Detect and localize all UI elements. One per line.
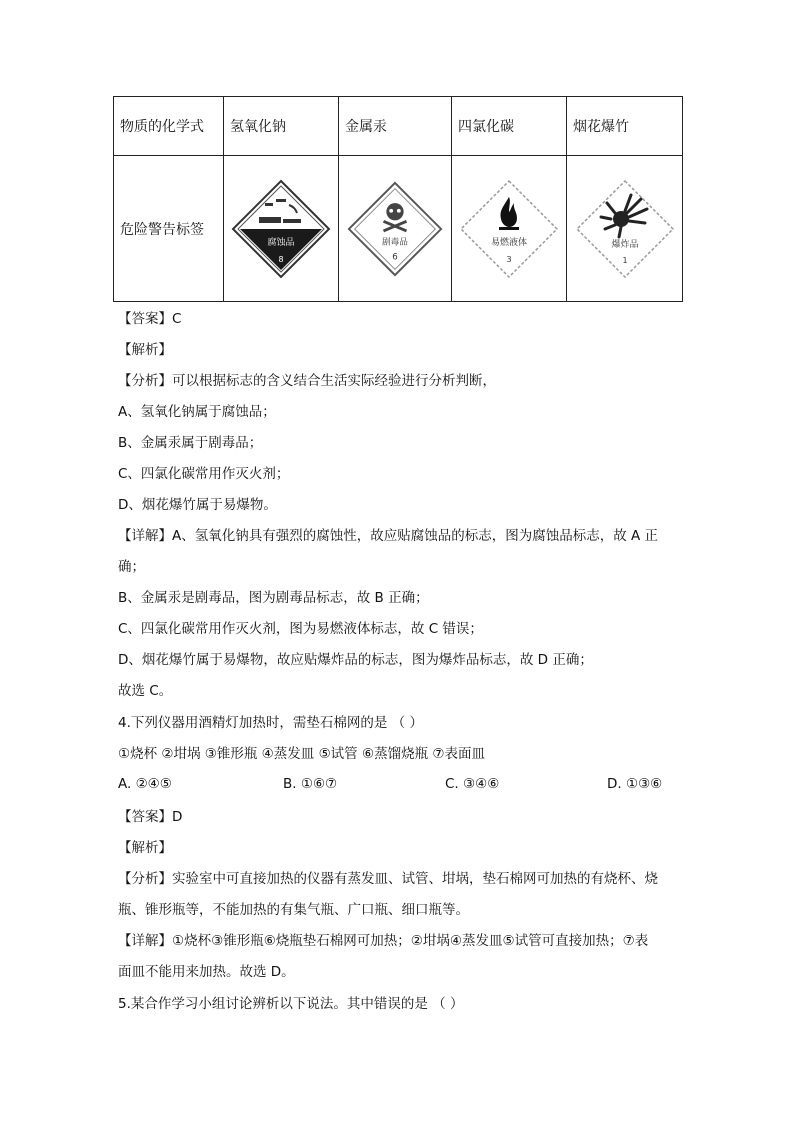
text-line: 确； <box>118 559 145 575</box>
option-d: D. ①③⑥ <box>607 776 663 792</box>
text-line: 【详解】①烧杯③锥形瓶⑥烧瓶垫石棉网可加热；②坩埚④蒸发皿⑤试管可直接加热；⑦表 <box>118 933 649 949</box>
sign-cell <box>224 156 339 302</box>
question-5: 5.某合作学习小组讨论辨析以下说法。其中错误的是 （ ） <box>118 996 464 1012</box>
substance-cell: 四氯化碳 <box>452 97 567 156</box>
text-line: 面皿不能用来加热。故选 D。 <box>118 964 295 980</box>
flammable-liquid-sign-icon <box>459 179 559 279</box>
text-line: D、烟花爆竹属于易爆物。 <box>118 497 277 513</box>
option-c: C. ③④⑥ <box>445 776 500 792</box>
sign-text: 爆炸品 <box>610 239 639 250</box>
text-line: 【详解】A、氢氧化钠具有强烈的腐蚀性，故应贴腐蚀品的标志，图为腐蚀品标志，故 A 正 <box>118 528 659 544</box>
sign-number: 8 <box>278 254 284 264</box>
analysis-heading: 【解析】 <box>118 342 172 358</box>
table-sign-row <box>114 156 683 302</box>
header-label-cell: 物质的化学式 <box>114 97 224 156</box>
toxic-sign-icon <box>347 181 443 277</box>
sign-cell <box>339 156 452 302</box>
sign-text: 腐蚀品 <box>267 237 295 248</box>
text-line: A、氢氧化钠属于腐蚀品； <box>118 404 276 420</box>
text-line: B、金属汞属于剧毒品； <box>118 435 263 451</box>
text-line: 瓶、锥形瓶等，不能加热的有集气瓶、广口瓶、细口瓶等。 <box>118 902 469 918</box>
sign-number: 1 <box>621 255 628 265</box>
hazard-table <box>113 96 683 302</box>
text-line: C、四氯化碳常用作灭火剂； <box>118 466 290 482</box>
row-label-cell: 危险警告标签 <box>114 156 224 302</box>
answer-line: 【答案】C <box>118 311 182 327</box>
text-line: 【分析】可以根据标志的含义结合生活实际经验进行分析判断， <box>118 373 496 389</box>
corrosive-sign-icon <box>231 179 331 279</box>
instrument-list: ①烧杯 ②坩埚 ③锥形瓶 ④蒸发皿 ⑤试管 ⑥蒸馏烧瓶 ⑦表面皿 <box>118 746 485 762</box>
text-line: C、四氯化碳常用作灭火剂，图为易燃液体标志，故 C 错误； <box>118 621 483 637</box>
sign-text: 易燃液体 <box>490 237 528 248</box>
text-line: 故选 C。 <box>118 683 173 699</box>
substance-cell: 金属汞 <box>339 97 452 156</box>
explosive-sign-icon <box>575 179 675 279</box>
text-line: D、烟花爆竹属于易爆物，故应贴爆炸品的标志，图为爆炸品标志，故 D 正确； <box>118 652 593 668</box>
sign-number: 3 <box>506 254 512 264</box>
sign-cell <box>452 156 567 302</box>
sign-number: 6 <box>392 252 398 263</box>
sign-text: 剧毒品 <box>382 236 408 247</box>
table-header-row <box>114 97 683 156</box>
text-line: B、金属汞是剧毒品，图为剧毒品标志，故 B 正确； <box>118 590 429 606</box>
option-a: A. ②④⑤ <box>118 776 172 792</box>
substance-cell: 氢氧化钠 <box>224 97 339 156</box>
text-line: 【分析】实验室中可直接加热的仪器有蒸发皿、试管、坩埚，垫石棉网可加热的有烧杯、烧 <box>118 871 658 887</box>
analysis-heading: 【解析】 <box>118 840 172 856</box>
option-b: B. ①⑥⑦ <box>283 776 338 792</box>
sign-cell <box>567 156 683 302</box>
question-4: 4.下列仪器用酒精灯加热时，需垫石棉网的是 （ ） <box>118 715 423 731</box>
substance-cell: 烟花爆竹 <box>567 97 683 156</box>
answer-line: 【答案】D <box>118 809 183 825</box>
